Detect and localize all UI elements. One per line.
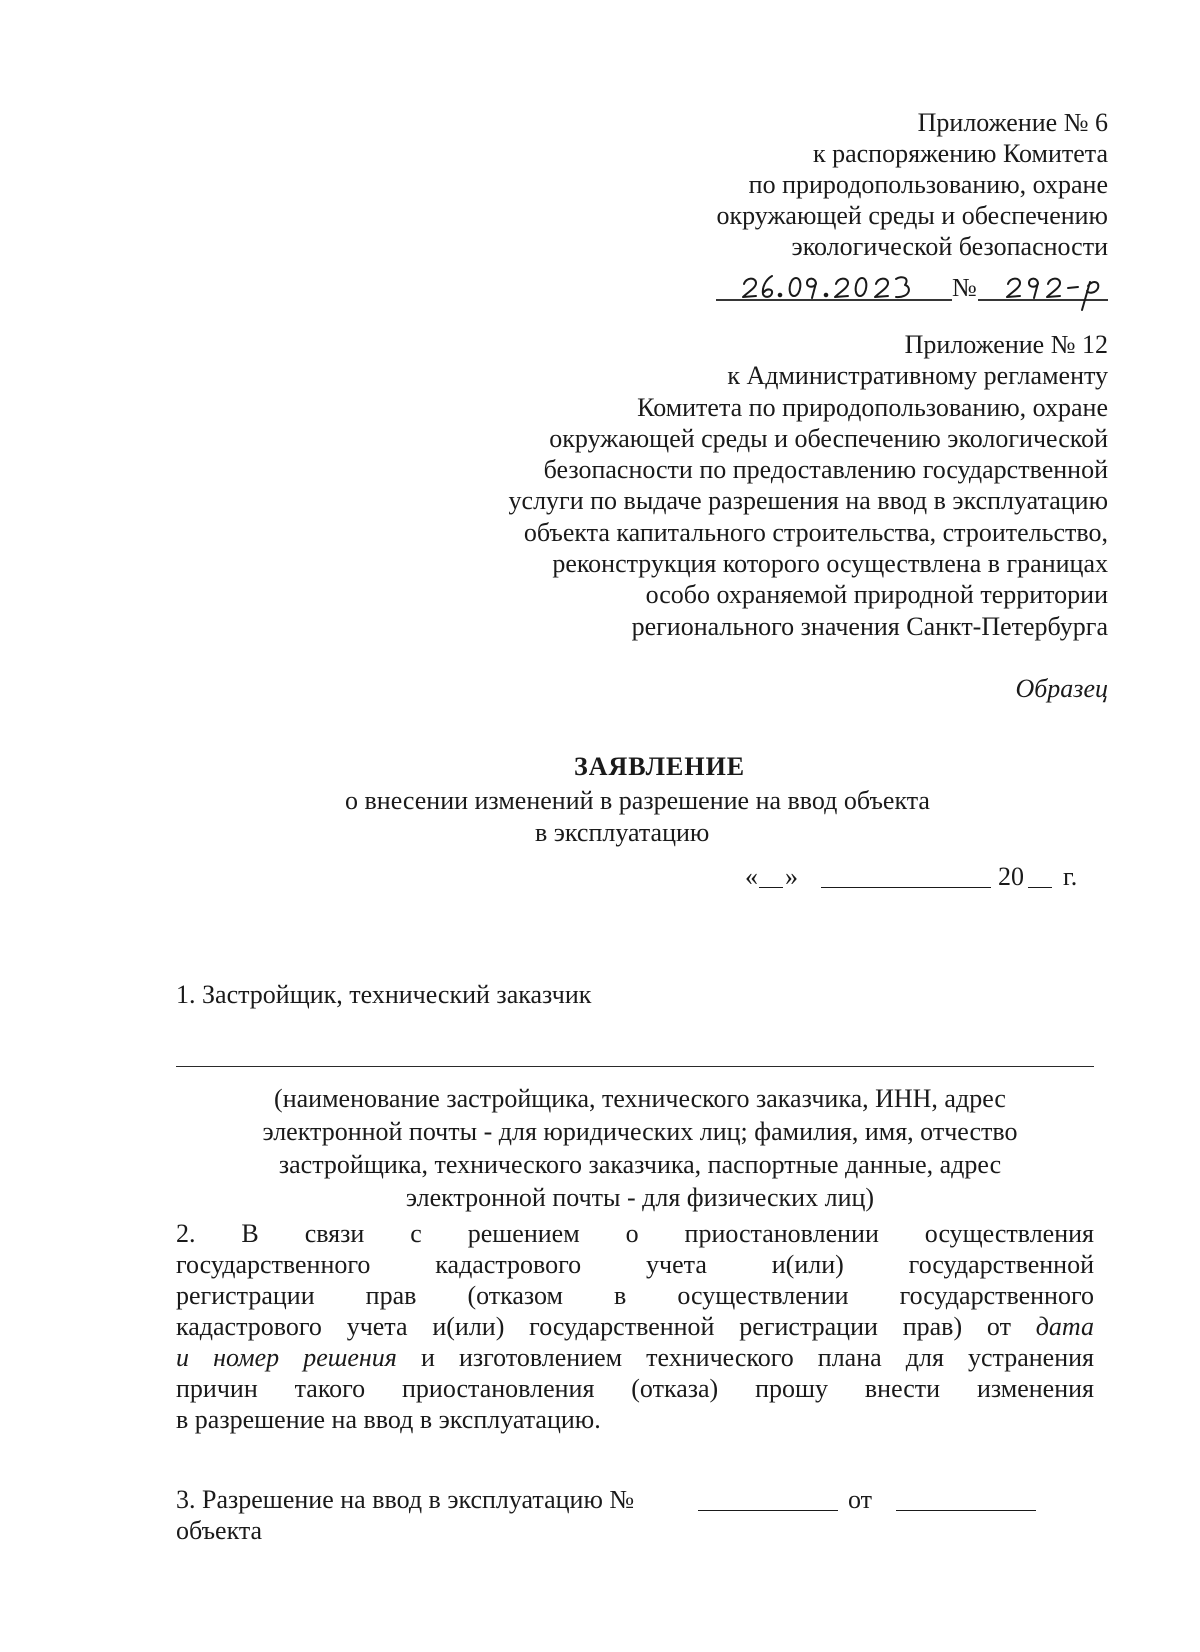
item-2-line: причин такого приостановления (отказа) прошу внести изменения — [176, 1374, 1094, 1403]
item-2-line: в разрешение на ввод в эксплуатацию. — [176, 1405, 601, 1434]
item-3-label: 3. Разрешение на ввод в эксплуатацию № — [176, 1485, 635, 1514]
item-2-line: регистрации прав (отказом в осуществлении государственного — [176, 1281, 1094, 1310]
item-2-line: государственного кадастрового учета и(или) государственной — [176, 1250, 1094, 1279]
appendix-12-line: особо охраняемой природной территории — [645, 580, 1108, 610]
day-blank[interactable] — [759, 887, 783, 888]
appendix-12-line: окружающей среды и обеспечению экологической — [549, 423, 1108, 453]
number-sign: № — [952, 273, 977, 302]
permit-number-blank[interactable] — [698, 1510, 838, 1511]
year-prefix: 20 — [998, 862, 1024, 891]
item-2-line — [176, 1342, 1094, 1373]
appendix-12-line: Комитета по природопользованию, охране — [637, 392, 1108, 422]
date-fill-line — [745, 862, 1095, 896]
handwritten-signature-line — [716, 268, 1108, 312]
appendix-12-line: регионального значения Санкт-Петербурга — [631, 611, 1108, 641]
item-1-note — [190, 1082, 1090, 1214]
appendix-12-line: Приложение № 12 — [904, 330, 1108, 359]
item-3-line: объекта — [176, 1516, 263, 1545]
item-2-line: 2. В связи с решением о приостановлении осуществления — [176, 1219, 1094, 1248]
document-title: ЗАЯВЛЕНИЕ — [574, 752, 746, 781]
item-1-note-line: электронной почты - для юридических лиц; фамилия, имя, отчество — [262, 1117, 1018, 1146]
appendix-12-line: услуги по выдаче разрешения на ввод в эксплуатацию — [508, 486, 1108, 516]
item-1-label: 1. Застройщик, технический заказчик — [176, 980, 592, 1009]
permit-date-blank[interactable] — [896, 1510, 1036, 1511]
item-2-line — [176, 1311, 1094, 1342]
item-3-paragraph — [176, 1484, 1094, 1546]
item-2-text: и изготовлением технического плана для устранения — [396, 1343, 1094, 1372]
appendix-12-line: объекта капитального строительства, строительство, — [523, 517, 1108, 547]
item-2-text: кадастрового учета и(или) государственной регистрации прав) от — [176, 1312, 1036, 1341]
appendix-6-line: к распоряжению Комитета — [812, 139, 1108, 168]
month-blank[interactable] — [821, 887, 991, 888]
appendix-6-line: экологической безопасности — [791, 232, 1108, 261]
handwritten-date-number — [716, 268, 1108, 312]
appendix-6-line: Приложение № 6 — [917, 108, 1108, 137]
open-quote: « — [745, 862, 758, 891]
developer-blank-line[interactable] — [176, 1066, 1094, 1067]
appendix-6-line: по природопользованию, охране — [748, 170, 1108, 199]
appendix-6-header — [717, 107, 1109, 262]
item-3-from: от — [848, 1485, 873, 1514]
close-quote: » — [785, 862, 798, 891]
item-1-note-line: электронной почты - для физических лиц) — [405, 1183, 875, 1212]
document-subtitle-line: в эксплуатацию — [535, 818, 710, 847]
appendix-12-header — [509, 329, 1108, 642]
appendix-12-line: реконструкция которого осуществлена в границах — [552, 549, 1108, 579]
sample-label: Образец — [1015, 674, 1108, 703]
appendix-12-line: к Административному регламенту — [727, 361, 1108, 391]
appendix-6-line: окружающей среды и обеспечению — [716, 201, 1108, 230]
year-blank[interactable] — [1028, 887, 1052, 888]
item-3-line — [176, 1484, 1094, 1515]
item-2-italic-decision: и номер решения — [176, 1343, 397, 1372]
appendix-12-line: безопасности по предоставлению государственной — [543, 455, 1108, 485]
document-subtitle-line: о внесении изменений в разрешение на ввод объекта — [345, 786, 930, 815]
year-suffix: г. — [1063, 862, 1078, 891]
item-1-note-line: (наименование застройщика, технического заказчика, ИНН, адрес — [274, 1084, 1006, 1113]
item-1-note-line: застройщика, технического заказчика, паспортные данные, адрес — [278, 1150, 1002, 1179]
item-2-italic-date: дата — [1035, 1312, 1094, 1341]
